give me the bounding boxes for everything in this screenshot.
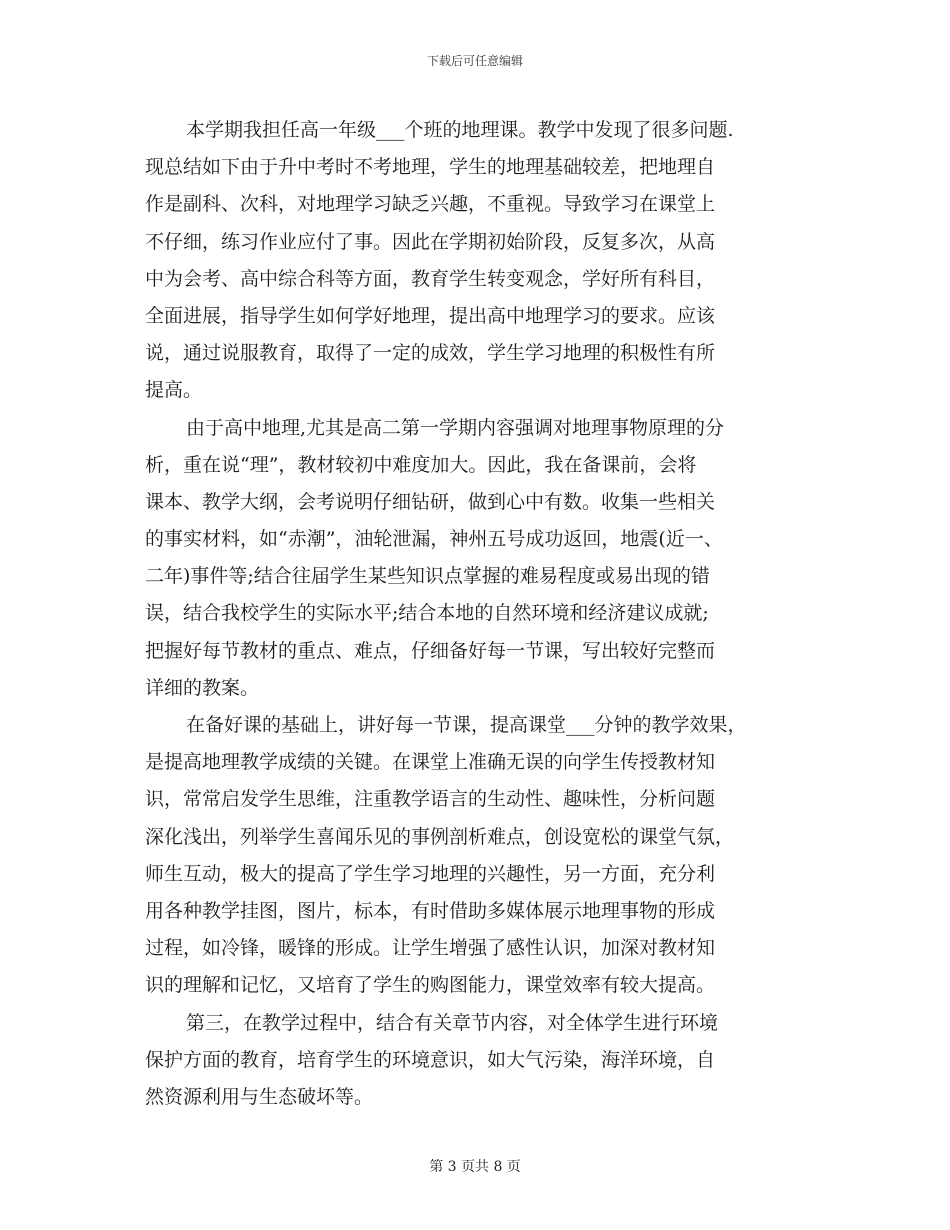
paragraph-line: 用各种教学挂图，图片，标本，有时借助多媒体展示地理事物的形成	[145, 899, 716, 922]
paragraph-line: 中为会考、高中综合科等方面，教育学生转变观念，学好所有科目，	[145, 267, 716, 290]
paragraph-line: 课本、教学大纲，会考说明仔细钻研，做到心中有数。收集一些相关	[145, 490, 716, 513]
paragraph-line: 是提高地理教学成绩的关键。在课堂上准确无误的向学生传授教材知	[145, 751, 716, 774]
document-body	[145, 112, 835, 1116]
paragraph-2	[145, 410, 835, 708]
paragraph-line: 作是副科、次科，对地理学习缺乏兴趣，不重视。导致学习在课堂上	[145, 193, 716, 216]
paragraph-4	[145, 1005, 835, 1117]
paragraph-line: 二年)事件等;结合往届学生某些知识点掌握的难易程度或易出现的错	[145, 565, 710, 588]
paragraph-line: 由于高中地理,尤其是高二第一学期内容强调对地理事物原理的分	[186, 416, 725, 439]
paragraph-line: 说，通过说服教育，取得了一定的成效，学生学习地理的积极性有所	[145, 342, 716, 365]
paragraph-line: 识的理解和记忆，又培育了学生的购图能力，课堂效率有较大提高。	[145, 974, 716, 997]
paragraph-line: 的事实材料，如“赤潮”，油轮泄漏，神州五号成功返回，地震(近一、	[145, 528, 723, 551]
paragraph-line: 误，结合我校学生的实际水平;结合本地的自然环境和经济建议成就;	[145, 602, 709, 625]
paragraph-line: 在备好课的基础上，讲好每一节课，提高课堂___分钟的教学效果，	[186, 714, 747, 736]
paragraph-line: 然资源利用与生态破坏等。	[145, 1085, 374, 1108]
paragraph-line: 师生互动，极大的提高了学生学习地理的兴趣性，另一方面，充分利	[145, 862, 716, 885]
page-header: 下载后可任意编辑	[426, 54, 523, 68]
paragraph-line: 不仔细，练习作业应付了事。因此在学期初始阶段，反复多次，从高	[145, 230, 716, 253]
paragraph-line: 深化浅出，列举学生喜闻乐见的事例剖析难点，创设宽松的课堂气氛，	[145, 825, 735, 848]
paragraph-3	[145, 707, 835, 1005]
paragraph-line: 过程，如冷锋，暖锋的形成。让学生增强了感性认识，加深对教材知	[145, 937, 716, 960]
paragraph-line: 详细的教案。	[145, 676, 260, 699]
paragraph-line: 第三，在教学过程中，结合有关章节内容，对全体学生进行环境	[186, 1011, 719, 1034]
paragraph-1	[145, 112, 835, 410]
paragraph-line: 把握好每节教材的重点、难点，仔细备好每一节课，写出较好完整而	[145, 639, 716, 662]
paragraph-line: 析，重在说“理”，教材较初中难度加大。因此，我在备课前，会将	[145, 453, 697, 476]
paragraph-line: 全面进展，指导学生如何学好地理，提出高中地理学习的要求。应该	[145, 304, 716, 327]
paragraph-line: 现总结如下由于升中考时不考地理，学生的地理基础较差，把地理自	[145, 156, 716, 179]
paragraph-line: 本学期我担任高一年级___个班的地理课。教学中发现了很多问题.	[186, 119, 734, 141]
paragraph-line: 保护方面的教育，培育学生的环境意识，如大气污染，海洋环境，自	[145, 1048, 716, 1071]
page-footer: 第 3 页共 8 页	[429, 1159, 521, 1175]
paragraph-line: 提高。	[145, 379, 203, 402]
paragraph-line: 识，常常启发学生思维，注重教学语言的生动性、趣味性，分析问题	[145, 788, 716, 811]
